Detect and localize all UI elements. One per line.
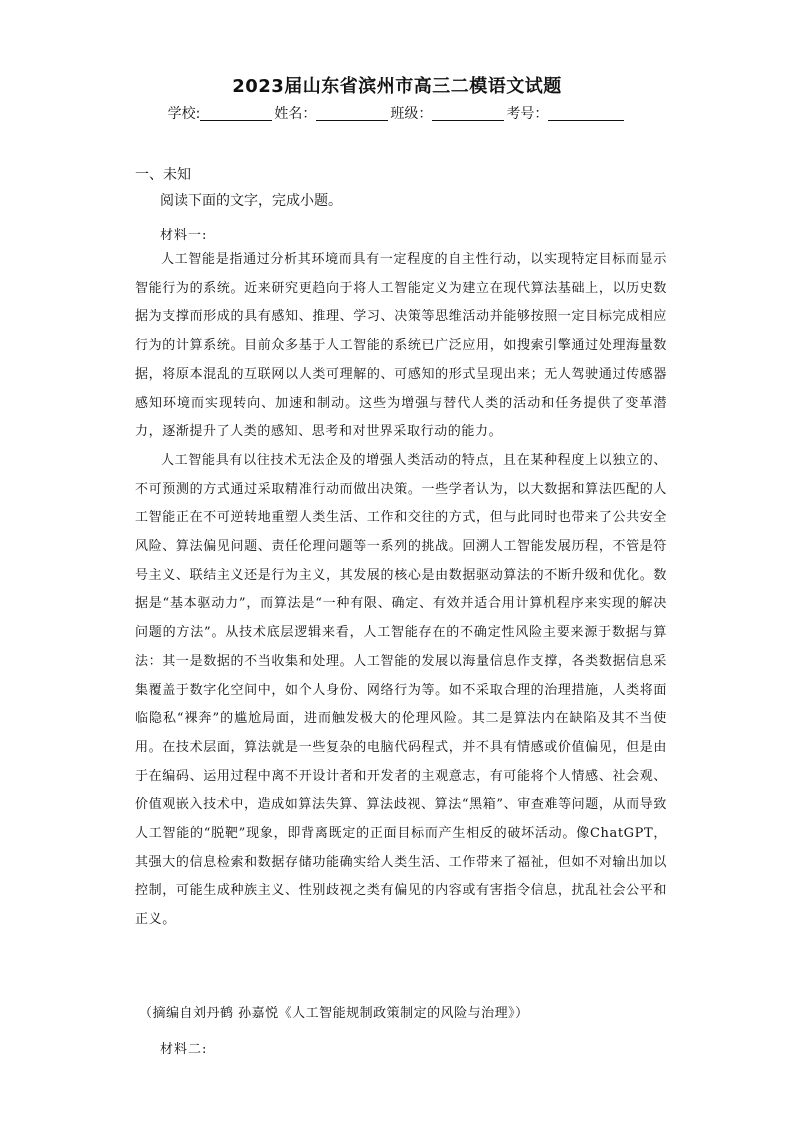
material-two-label: 材料二:: [160, 1042, 208, 1057]
paragraph: 人工智能是指通过分析其环境而具有一定程度的自主性行动，以实现特定目标而显示智能行为的系统。近来研究更趋向于将人工智能定义为建立在现代算法基础上，以历史数据为支撑而形成的具有感知、推理、学习、决策等思维活动并能够按照一定目标完成相应行为的计算系统。目前众多基于人工智能的系统已广泛应用，如搜索引擎通过处理海量数据，将原本混乱的互联网以人类可理解的、可感知的形式呈现出来；无人驾驶通过传感器感知环境而实现转向、加速和制动。这些为增强与替代人类的活动和任务提供了变革潜力，逐渐提升了人类的感知、思考和对世界采取行动的能力。: [135, 252, 667, 440]
material-one-source: （摘编自刘丹鹤 孙嘉悦《人工智能规制政策制定的风险与治理》）: [139, 1006, 529, 1021]
number-blank[interactable]: [548, 106, 624, 121]
exam-title: 2023届山东省滨州市高三二模语文试题: [232, 76, 562, 97]
class-blank[interactable]: [432, 106, 504, 121]
name-blank[interactable]: [316, 106, 388, 121]
material-one-body: [135, 246, 667, 935]
school-label: 学校:: [167, 106, 201, 122]
class-label: 班级：: [390, 106, 433, 122]
paragraph: 人工智能具有以往技术无法企及的增强人类活动的特点，且在某种程度上以独立的、不可预测的方式通过采取精准行动而做出决策。一些学者认为，以大数据和算法匹配的人工智能正在不可逆转地重塑人类生活、工作和交往的方式，但与此同时也带来了公共安全风险、算法偏见问题、责任伦理问题等一系列的挑战。回溯人工智能发展历程，不管是符号主义、联结主义还是行为主义，其发展的核心是由数据驱动算法的不断升级和优化。数据是“基本驱动力”，而算法是“一种有限、确定、有效并适合用计算机程序来实现的解决问题的方法”。从技术底层逻辑来看，人工智能存在的不确定性风险主要来源于数据与算法：其一是数据的不当收集和处理。人工智能的发展以海量信息作支撑，各类数据信息采集覆盖于数字化空间中，如个人身份、网络行为等。如不采取合理的治理措施，人类将面临隐私“裸奔”的尴尬局面，进而触发极大的伦理风险。其二是算法内在缺陷及其不当使用。在技术层面，算法就是一些复杂的电脑代码程式，并不具有情感或价值偏见，但是由于在编码、运用过程中离不开设计者和开发者的主观意志，有可能将个人情感、社会观、价值观嵌入技术中，造成如算法失算、算法歧视、算法“黑箱”、审查难等问题，从而导致人工智能的“脱靶”现象，即背离既定的正面目标而产生相反的破坏活动。像ChatGPT，其强大的信息检索和数据存储功能确实给人类生活、工作带来了福祉，但如不对输出加以控制，可能生成种族主义、性别歧视之类有偏见的内容或有害指令信息，扰乱社会公平和正义。: [135, 452, 667, 928]
student-info-line: [0, 103, 794, 123]
name-label: 姓名：: [274, 106, 317, 122]
instruction-text: 阅读下面的文字，完成小题。: [160, 193, 342, 209]
number-label: 考号：: [506, 106, 549, 122]
section-heading: 一、未知: [135, 167, 191, 183]
school-blank[interactable]: [200, 106, 272, 121]
material-one-label: 材料一:: [160, 228, 208, 243]
